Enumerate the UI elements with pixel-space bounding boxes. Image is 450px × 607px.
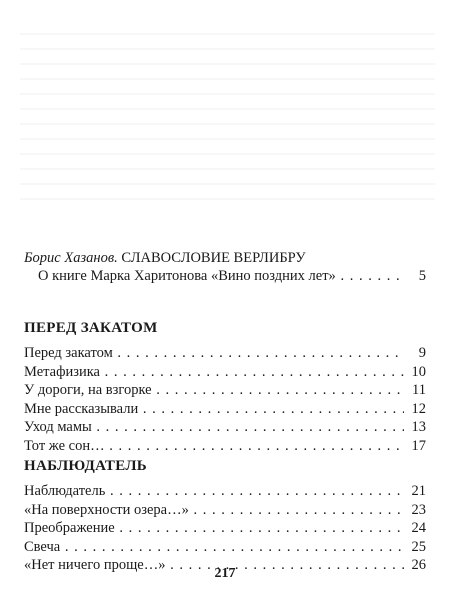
- toc-row[interactable]: [24, 400, 426, 419]
- toc-row[interactable]: [24, 363, 426, 382]
- toc-row-page: 21: [411, 483, 426, 499]
- toc-row[interactable]: [24, 381, 426, 400]
- toc-row-page: 24: [411, 520, 426, 536]
- toc-row-page: 12: [411, 400, 426, 417]
- toc-row-title: Свеча . . .: [24, 538, 404, 556]
- intro-block: [24, 250, 426, 288]
- show-through-text: [20, 20, 435, 200]
- intro-heading: СЛАВОСЛОВИЕ ВЕРЛИБРУ: [117, 250, 306, 266]
- section-pered-zakatom: [24, 320, 426, 455]
- toc-row-title: Тот же сон… . . .: [24, 437, 404, 455]
- toc-row[interactable]: [24, 538, 426, 557]
- toc-row-page: 26: [411, 557, 426, 573]
- toc-row[interactable]: [24, 519, 426, 538]
- toc-row-title: «Нет ничего проще…» . . .: [24, 556, 404, 574]
- toc-row-title: Мне рассказывали . . .: [24, 400, 404, 418]
- toc-row-title: Перед закатом . . .: [24, 344, 404, 362]
- toc-row-title: Наблюдатель . . .: [24, 482, 404, 500]
- toc-row-page: 10: [411, 363, 426, 380]
- toc-row-title: Уход мамы . . .: [24, 418, 404, 436]
- toc-row[interactable]: [24, 344, 426, 363]
- section-nablyudatel: [24, 458, 426, 575]
- intro-entry-page: 5: [418, 268, 426, 284]
- intro-entry-title: О книге Марка Харитонова «Вино поздних лет» . . .: [38, 268, 404, 285]
- intro-heading-line: [24, 250, 426, 267]
- toc-row[interactable]: [24, 501, 426, 520]
- section-title: ПЕРЕД ЗАКАТОМ: [24, 320, 158, 336]
- toc-row-page: 25: [411, 538, 426, 555]
- toc-row-title: «На поверхности озера…» . . .: [24, 501, 404, 519]
- toc-row-page: 13: [411, 419, 426, 435]
- intro-entry[interactable]: [24, 268, 426, 288]
- toc-row[interactable]: [24, 437, 426, 456]
- toc-row-page: 23: [411, 501, 426, 518]
- toc-row-title: Преображение . . .: [24, 519, 404, 537]
- toc-row-title: У дороги, на взгорке . . .: [24, 381, 404, 399]
- toc-row-page: 17: [411, 437, 426, 454]
- toc-row-page: 11: [412, 382, 426, 398]
- toc-row[interactable]: [24, 418, 426, 437]
- intro-author: Борис Хазанов.: [24, 250, 118, 266]
- section-title: НАБЛЮДАТЕЛЬ: [24, 458, 148, 474]
- page-number: 217: [214, 566, 236, 581]
- toc-row-title: Метафизика . . .: [24, 363, 404, 381]
- toc-row[interactable]: [24, 482, 426, 501]
- toc-row-page: 9: [418, 345, 426, 361]
